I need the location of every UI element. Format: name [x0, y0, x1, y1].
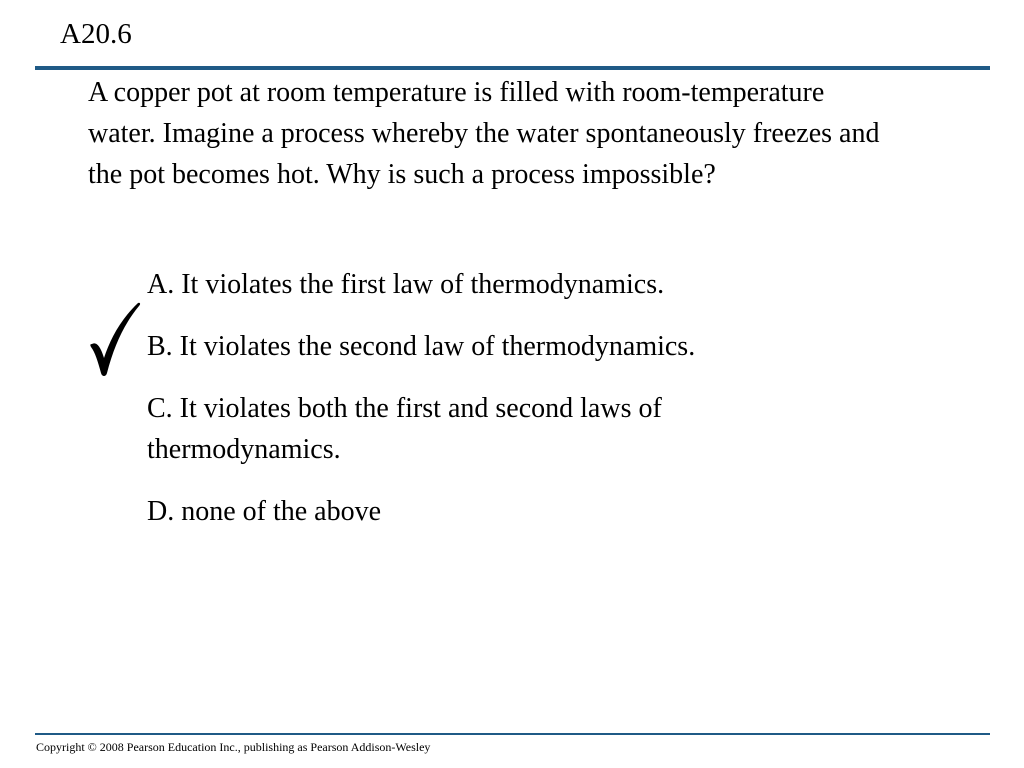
top-divider — [35, 66, 990, 70]
answer-option-b: B. It violates the second law of thermodynamics. — [147, 331, 696, 362]
answer-option-a: A. It violates the first law of thermodynamics. — [147, 269, 665, 300]
checkmark-icon — [88, 300, 142, 380]
answer-option-c: C. It violates both the first and second laws of thermodynamics. — [147, 393, 662, 465]
question-text: A copper pot at room temperature is filled with room-temperature water. Imagine a process whereby the water spontaneously freezes and the pot becomes hot. Why is such a process impossible? — [88, 77, 880, 190]
slide-title: A20.6 — [60, 18, 132, 50]
answer-option-d: D. none of the above — [147, 496, 382, 527]
bottom-divider — [35, 733, 990, 735]
copyright-footer: Copyright © 2008 Pearson Education Inc., publishing as Pearson Addison-Wesley — [36, 740, 431, 754]
answer-list — [147, 264, 847, 553]
